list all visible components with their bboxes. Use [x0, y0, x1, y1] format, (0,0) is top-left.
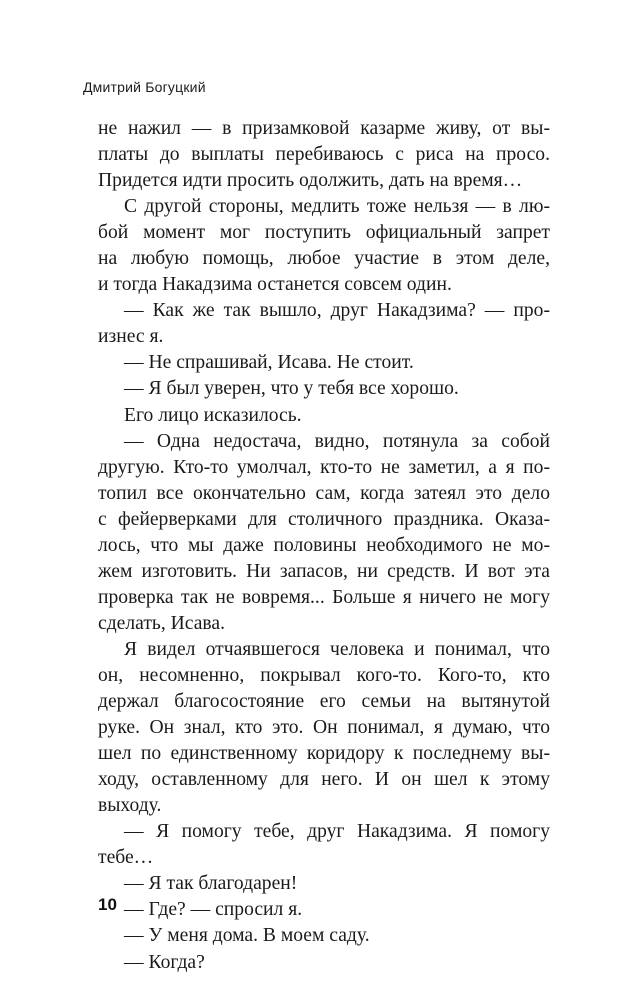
text-line: — Где? — спросил я. [124, 899, 303, 921]
text-line: тебе… [98, 847, 154, 869]
text-line: — Я так благодарен! [124, 873, 298, 895]
text-line: — У меня дома. В моем саду. [124, 925, 370, 947]
text-line: — Когда? [124, 951, 205, 973]
text-line: — Одна недостача, видно, потянула за собой [124, 430, 550, 452]
text-line: С другой стороны, медлить тоже нельзя — в лю- [124, 196, 550, 218]
body-text [98, 116, 550, 976]
text-line: Я видел отчаявшегося человека и понимал, что [124, 638, 550, 660]
text-line: — Как же так вышло, друг Накадзима? — про- [124, 300, 550, 322]
text-line: и тогда Накадзима останется совсем один. [98, 274, 452, 296]
text-line: Его лицо исказилось. [124, 404, 302, 426]
text-line: топил все окончательно сам, когда затеял это дело [98, 482, 550, 504]
text-line: руке. Он знал, кто это. Он понимал, я думаю, что [98, 717, 550, 739]
text-line: выходу. [98, 795, 162, 817]
text-line: не нажил — в призамковой казарме живу, от вы- [98, 118, 550, 139]
text-line: другую. Кто-то умолчал, кто-то не заметил, а я по- [98, 456, 550, 478]
running-head: Дмитрий Богуцкий [83, 79, 206, 95]
text-line: Придется идти просить одолжить, дать на время… [98, 170, 523, 192]
text-line: на любую помощь, любое участие в этом деле, [98, 248, 550, 270]
text-line: сделать, Исава. [98, 612, 225, 634]
text-line: изнес я. [98, 326, 164, 348]
page-number: 10 [98, 895, 117, 914]
text-line: жем изготовить. Ни запасов, ни средств. И вот эта [98, 560, 550, 582]
text-line: — Я был уверен, что у тебя все хорошо. [124, 378, 459, 400]
text-line: платы до выплаты перебиваюсь с риса на просо. [98, 144, 550, 166]
text-line: — Я помогу тебе, друг Накадзима. Я помогу [124, 821, 550, 843]
text-line: бой момент мог поступить официальный запрет [98, 222, 550, 244]
text-line: ходу, оставленному для него. И он шел к этому [98, 769, 550, 791]
text-line: с фейерверками для столичного праздника. Оказа- [98, 508, 550, 530]
text-line: — Не спрашивай, Исава. Не стоит. [124, 352, 414, 374]
text-line: он, несомненно, покрывал кого-то. Кого-то, кто [98, 664, 550, 686]
text-line: лось, что мы даже половины необходимого не мо- [98, 534, 550, 556]
text-line: шел по единственному коридору к последнему вы- [98, 743, 550, 765]
text-line: проверка так не вовремя... Больше я ничего не могу [98, 586, 550, 608]
text-line: держал благосостояние его семьи на вытянутой [98, 691, 550, 713]
